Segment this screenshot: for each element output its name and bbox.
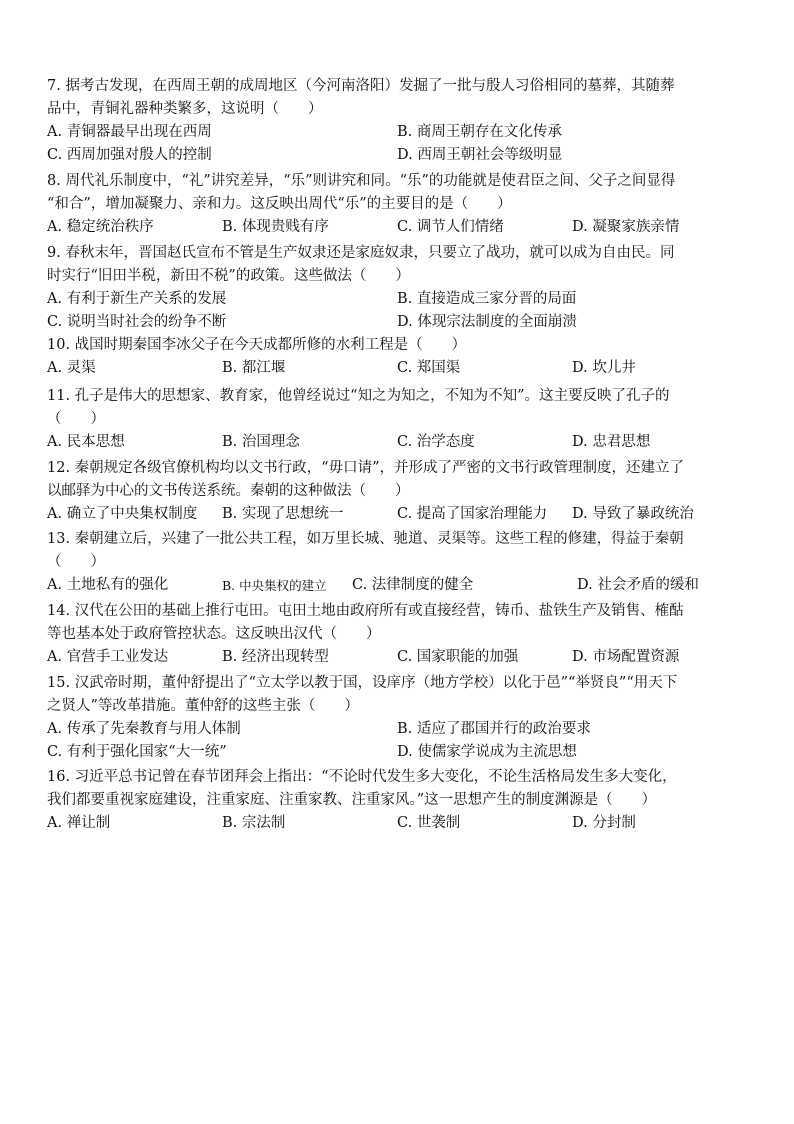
option-c[interactable]: C. 西周加强对殷人的控制: [47, 147, 212, 163]
option-c[interactable]: C. 有利于强化国家“大一统”: [47, 744, 227, 760]
option-b[interactable]: B. 实现了思想统一: [222, 506, 344, 522]
option-row: [47, 311, 747, 334]
option-b[interactable]: B. 商周王朝存在文化传承: [397, 124, 562, 140]
question-15: [47, 672, 747, 764]
option-d[interactable]: D. 体现宗法制度的全面崩溃: [397, 314, 577, 330]
option-b[interactable]: B. 经济出现转型: [222, 649, 329, 665]
question-14: [47, 600, 747, 669]
option-row: [47, 357, 747, 380]
question-stem-line: 14. 汉代在公田的基础上推行屯田。屯田土地由政府所有或直接经营，铸币、盐铁生产及销售、榷酤: [47, 603, 684, 619]
option-a[interactable]: A. 确立了中央集权制度: [47, 506, 198, 522]
question-stem-line: （ ）: [47, 554, 105, 570]
option-d[interactable]: D. 忠君思想: [572, 434, 651, 450]
question-10: [47, 334, 747, 380]
option-b[interactable]: B. 适应了郡国并行的政治要求: [397, 721, 591, 737]
question-stem-line: 15. 汉武帝时期，董仲舒提出了“立太学以教于国，设庠序（地方学校）以化于邑”“举贤良”“用天下: [47, 675, 678, 691]
option-row: [47, 144, 747, 167]
question-stem-line: 16. 习近平总书记曾在春节团拜会上指出：“不论时代发生多大变化，不论生活格局发生多大变化，: [47, 769, 677, 785]
option-b[interactable]: B. 治国理念: [222, 434, 300, 450]
question-stem-line: 以邮驿为中心的文书传送系统。秦朝的这种做法（ ）: [47, 483, 410, 499]
option-a[interactable]: A. 青铜器最早出现在西周: [47, 124, 212, 140]
question-12: [47, 457, 747, 526]
option-row: [47, 431, 747, 454]
option-a[interactable]: A. 禅让制: [47, 815, 111, 831]
option-row: [47, 121, 747, 144]
question-11: [47, 385, 747, 454]
option-d[interactable]: D. 分封制: [572, 815, 636, 831]
option-b[interactable]: B. 体现贵贱有序: [222, 219, 329, 235]
option-b[interactable]: B. 宗法制: [222, 815, 286, 831]
option-a[interactable]: A. 有利于新生产关系的发展: [47, 291, 227, 307]
option-d[interactable]: D. 使儒家学说成为主流思想: [397, 744, 577, 760]
option-c[interactable]: C. 世袭制: [397, 815, 461, 831]
option-row: [47, 574, 747, 597]
option-a[interactable]: A. 土地私有的强化: [47, 577, 169, 593]
question-stem-line: （ ）: [47, 411, 105, 427]
question-stem-line: 品中，青铜礼器种类繁多，这说明（ ）: [47, 101, 323, 117]
option-c[interactable]: C. 治学态度: [397, 434, 475, 450]
option-row: [47, 812, 747, 835]
option-b[interactable]: B. 中央集权的建立: [222, 578, 327, 593]
option-row: [47, 718, 747, 741]
option-c[interactable]: C. 国家职能的加强: [397, 649, 519, 665]
question-stem-line: 8. 周代礼乐制度中，“礼”讲究差异，“乐”则讲究和同。“乐”的功能就是使君臣之间、父子之间显得: [47, 173, 676, 189]
option-c[interactable]: C. 说明当时社会的纷争不断: [47, 314, 227, 330]
option-b[interactable]: B. 直接造成三家分晋的局面: [397, 291, 577, 307]
question-stem-line: 7. 据考古发现，在西周王朝的成周地区（今河南洛阳）发掘了一批与殷人习俗相同的墓葬，其随葬: [47, 78, 675, 94]
option-c[interactable]: C. 法律制度的健全: [352, 577, 474, 593]
option-d[interactable]: D. 西周王朝社会等级明显: [397, 147, 563, 163]
option-a[interactable]: A. 民本思想: [47, 434, 125, 450]
question-stem-line: 11. 孔子是伟大的思想家、教育家，他曾经说过“知之为知之，不知为不知”。这主要反映了孔子的: [47, 388, 670, 404]
option-c[interactable]: C. 调节人们情绪: [397, 219, 504, 235]
question-9: [47, 242, 747, 334]
option-d[interactable]: D. 凝聚家族亲情: [572, 219, 680, 235]
option-d[interactable]: D. 坎儿井: [572, 360, 636, 376]
option-row: [47, 741, 747, 764]
question-stem-line: 等也基本处于政府管控状态。这反映出汉代（ ）: [47, 626, 381, 642]
question-13: [47, 528, 747, 597]
option-b[interactable]: B. 都江堰: [222, 360, 286, 376]
question-stem-line: 9. 春秋末年，晋国赵氏宣布不管是生产奴隶还是家庭奴隶，只要立了战功，就可以成为自由民。同: [47, 245, 675, 261]
question-stem-line: 12. 秦朝规定各级官僚机构均以文书行政，“毋口请”，并形成了严密的文书行政管理制度，还建立了: [47, 460, 684, 476]
option-row: [47, 646, 747, 669]
question-stem-line: 13. 秦朝建立后，兴建了一批公共工程，如万里长城、驰道、灵渠等。这些工程的修建，得益于秦朝: [47, 531, 684, 547]
option-a[interactable]: A. 传承了先秦教育与用人体制: [47, 721, 241, 737]
option-c[interactable]: C. 提高了国家治理能力: [397, 506, 548, 522]
option-d[interactable]: D. 导致了暴政统治: [572, 506, 694, 522]
question-stem-line: 时实行“旧田半税，新田不税”的政策。这些做法（ ）: [47, 268, 410, 284]
option-a[interactable]: A. 官营手工业发达: [47, 649, 169, 665]
option-row: [47, 216, 747, 239]
question-stem-line: 之贤人”等改革措施。董仲舒的这些主张（ ）: [47, 698, 359, 714]
option-d[interactable]: D. 市场配置资源: [572, 649, 680, 665]
option-c[interactable]: C. 郑国渠: [397, 360, 461, 376]
question-16: [47, 766, 747, 835]
question-stem-line: 我们都要重视家庭建设，注重家庭、注重家教、注重家风。”这一思想产生的制度渊源是（ ）: [47, 792, 657, 808]
option-row: [47, 503, 747, 526]
question-stem-line: “和合”，增加凝聚力、亲和力。这反映出周代“乐”的主要目的是（ ）: [47, 196, 512, 212]
option-row: [47, 288, 747, 311]
question-7: [47, 75, 747, 167]
option-a[interactable]: A. 灵渠: [47, 360, 96, 376]
question-stem-line: 10. 战国时期秦国李冰父子在今天成都所修的水利工程是（ ）: [47, 337, 467, 353]
option-d[interactable]: D. 社会矛盾的缓和: [577, 577, 699, 593]
option-a[interactable]: A. 稳定统治秩序: [47, 219, 154, 235]
question-8: [47, 170, 747, 239]
